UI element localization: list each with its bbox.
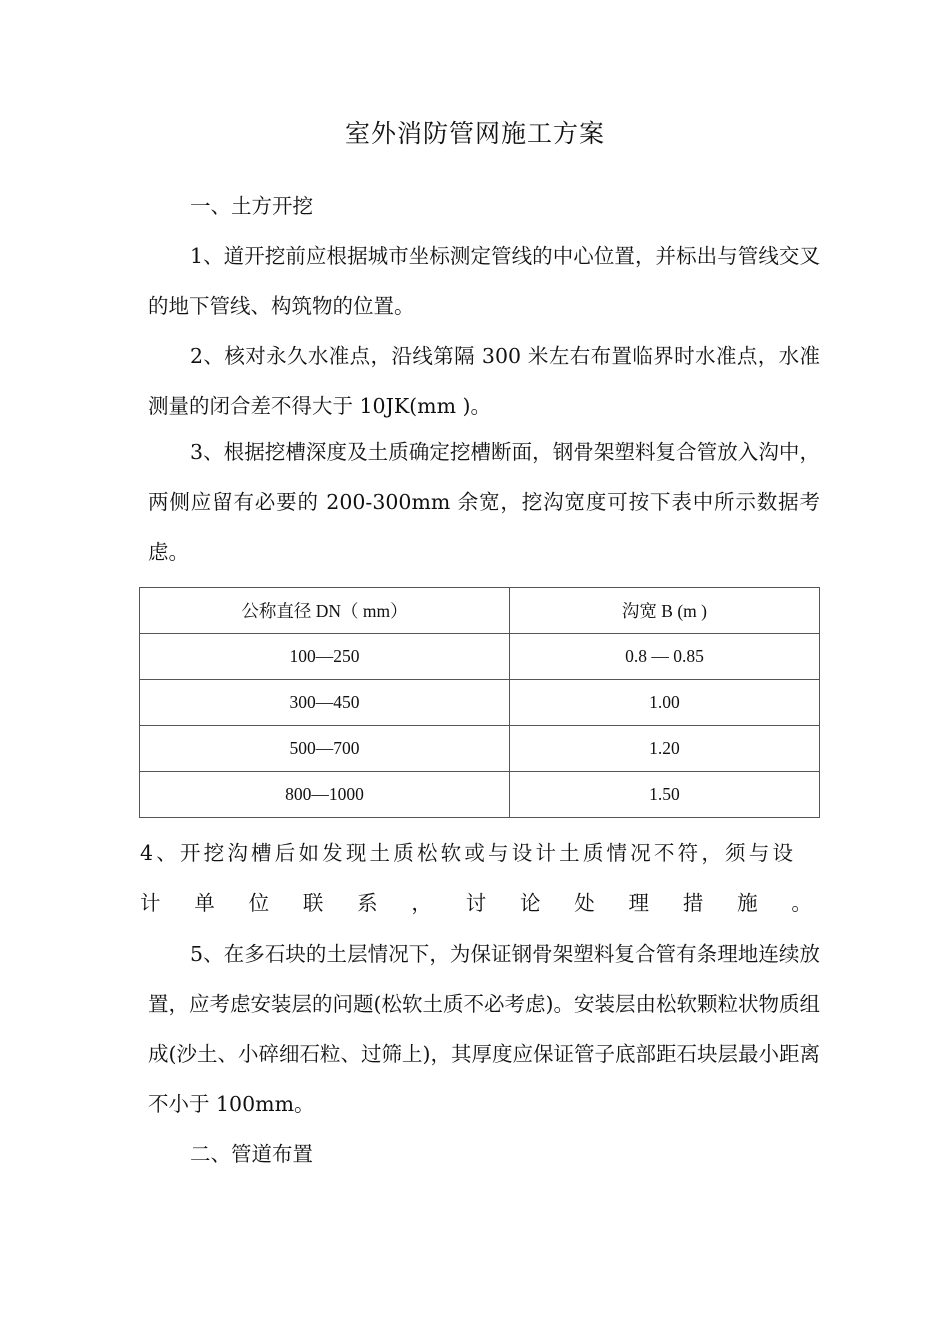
paragraph-4-line-1: 4、开挖沟槽后如发现土质松软或与设计土质情况不符，须与设 (140, 841, 797, 865)
paragraph-4-char: 论 (519, 891, 541, 915)
paragraph-5: 5、在多石块的土层情况下，为保证钢骨架塑料复合管有条理地连续放置，应考虑安装层的问题(松软土质不必考虑)。安装层由松软颗粒状物质组成(沙土、小碎细石粒、过筛上)，其厚度应保证管子底部距石块层最小距离不小于 100mm。 (148, 942, 820, 1116)
section-heading-pipe-layout: 二、管道布置 (190, 1142, 313, 1166)
paragraph-4-char: 联 (302, 891, 324, 915)
paragraph-4-char: 位 (248, 891, 270, 915)
table-header-width: 沟宽 B (m ) (509, 588, 819, 634)
table-cell-width: 1.50 (509, 772, 819, 818)
trench-width-table (139, 587, 820, 818)
paragraph-3: 3、根据挖槽深度及土质确定挖槽断面，钢骨架塑料复合管放入沟中，两侧应留有必要的 200-300mm 余宽，挖沟宽度可按下表中所示数据考虑。 (148, 440, 820, 564)
paragraph-4-char: 理 (628, 891, 650, 915)
document-title: 室外消防管网施工方案 (344, 119, 605, 148)
table-header-row (140, 588, 820, 634)
paragraph-4 (140, 828, 820, 928)
paragraph-2: 2、核对永久水准点，沿线第隔 300 米左右布置临界时水准点，水准测量的闭合差不得大于 10JK(mm )。 (148, 344, 820, 418)
section-heading-earthwork: 一、土方开挖 (190, 194, 313, 218)
table-row (140, 634, 820, 680)
paragraph-4-char: 计 (140, 891, 161, 915)
table-cell-diameter: 100—250 (140, 634, 510, 680)
paragraph-4-line-2 (140, 878, 812, 928)
table-cell-diameter: 300—450 (140, 680, 510, 726)
paragraph-4-char: 系 (357, 891, 378, 915)
table-row (140, 772, 820, 818)
paragraph-4-char: 措 (682, 891, 704, 915)
table-cell-width: 1.00 (509, 680, 819, 726)
table-header-diameter: 公称直径 DN（ mm） (140, 588, 510, 634)
table-cell-width: 1.20 (509, 726, 819, 772)
table-row (140, 680, 820, 726)
table-row (140, 726, 820, 772)
paragraph-4-char: 单 (194, 891, 215, 915)
paragraph-4-char: ， (411, 891, 432, 915)
paragraph-4-char: 处 (574, 891, 595, 915)
paragraph-4-char: 讨 (465, 891, 487, 915)
paragraph-1: 1、道开挖前应根据城市坐标测定管线的中心位置，并标出与管线交叉的地下管线、构筑物的位置。 (148, 244, 820, 318)
table-cell-width: 0.8 — 0.85 (509, 634, 819, 680)
paragraph-4-char: 。 (791, 891, 812, 915)
table-cell-diameter: 800—1000 (140, 772, 510, 818)
table-cell-diameter: 500—700 (140, 726, 510, 772)
paragraph-4-char: 施 (737, 891, 758, 915)
